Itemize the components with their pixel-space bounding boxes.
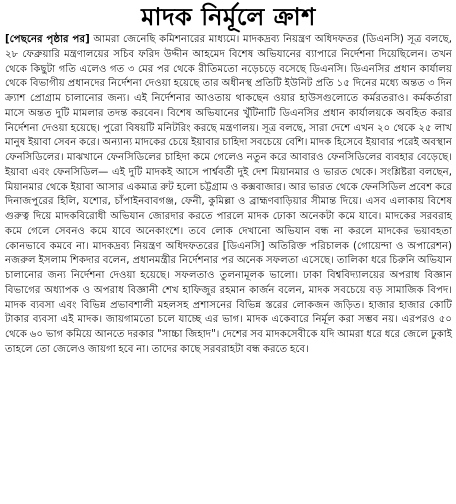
article-body [5,33,452,358]
article-text: আমরা জেনেছি কমিশনারের মাধ্যমে। মাদকদ্রব্য নিয়ন্ত্রণ অধিদফতর (ডিএনসি) সূত্র বলছে, ২৮ ফেব্রুয়ারি মন্ত্রণালয়ের সচিব ফরিদ উদ্দীন আহমেদ বিশেষ অভিযানের ব্যাপারে নির্দেশনা দিয়েছিলেন। তখন থেকে কিছুটা গতি এলেও গত ৩ মের পর থেকে রীতিমতো নড়েচড়ে বসেছে ডিএনসি। ডিএনসির প্রধান কার্যালয় থেকে বিভাগীয় প্রধানদের নির্দেশনা দেওয়া হয়েছে তার অধীনস্থ প্রতিটি ইউনিট প্রতি ১৫ দিনের মধ্যে অন্তত ৩ দিন ক্র্যাশ প্রোগ্রাম চালানোর জন্য। এই নির্দেশনার আওতায় থাকছেন ওয়ার হাউসগুলোতে কর্মরতরাও। কর্মকর্তারা মাসে অন্তত দুটি মামলার তদন্ত করবেন। বিশেষ অভিযানের খুঁটিনাটি ডিএনসির প্রধান কার্যালয়কে অবহিত করার নির্দেশনা দেওয়া হয়েছে। পুরো বিষয়টি মনিটরিং করছে মন্ত্রণালয়। সূত্র বলছে, সারা দেশে এখন ২০ থেকে ২৫ লাখ মানুষ ইয়াবা সেবন করে। অন্যান্য মাদকের চেয়ে ইয়াবার চাহিদা সবচেয়ে বেশি। মাদক হিসেবে ইয়াবার পরেই অবস্থান ফেনসিডিলের। মাঝখানে ফেনসিডিলের চাহিদা কমে গেলেও নতুন করে আবারও ফেনসিডিলের ব্যবহার বেড়েছে। ইয়াবা এবং ফেনসিডিল— এই দুটি মাদকই আসে পার্শ্ববর্তী দুই দেশ মিয়ানমার ও ভারত থেকে। সংশ্লিষ্টরা বলছেন, মিয়ানমার থেকে ইয়াবা আসার একমাত্র রুট হলো চট্টগ্রাম ও কক্সবাজার। আর ভারত থেকে ফেনসিডিল প্রবেশ করে দিনাজপুরের হিলি, যশোর, চাঁপাইনবাবগঞ্জ, ফেনী, কুমিল্লা ও ব্রাহ্মণবাড়িয়ার সীমান্ত দিয়ে। এসব এলাকায় বিশেষ গুরুত্ব দিয়ে মাদকবিরোধী অভিযান জোরদার করতে পারলে মাদক ঢোকা অনেকটা কমে যাবে। মাদকের সরবরাহ কমে গেলে সেবনও কমে যাবে অনেকাংশে। তবে লোক দেখানো অভিযান বন্ধ না করলে মাদকের ভয়াবহতা কোনভাবে কমবে না। মাদকদ্রব্য নিয়ন্ত্রণ অধিদফতরের [ডিএনসি] অতিরিক্ত পরিচালক (গোয়েন্দা ও অপারেশন) নজরুল ইসলাম শিকদার বলেন, প্রধানমন্ত্রীর নির্দেশনার পর অনেক সফলতা এসেছে। তালিকা ধরে চিরুনি অভিযান চালানোর জন্য নির্দেশনা দেওয়া হয়েছে। সফলতাও তুলনামূলক ভালো। ঢাকা বিশ্ববিদ্যালয়ের অপরাধ বিজ্ঞান বিভাগের অধ্যাপক ও অপরাধ বিজ্ঞানী শেখ হাফিজুর রহমান কার্জন বলেন, মাদক সবচেয়ে বড় সামাজিক বিপদ। মাদক ব্যবসা এবং বিভিন্ন প্রভাবশালী মহলসহ প্রশাসনের বিভিন্ন স্তরের লোকজন জড়িত। হাজার হাজার কোটি টাকার ব্যবসা এই মাদক। জায়গামতো চলে যাচ্ছে এর ভাগ। মাদক একেবারে নির্মূল করা সম্ভব নয়। এরপরও ৫০ থেকে ৬০ ভাগ কমিয়ে আনতে দরকার "সাচ্চা জিহাদ"। দেশের সব মাদকসেবীকে যদি আমরা ধরে ধরে জেলে ঢুকাই তাহলে তো জেলেও জায়গা হবে না। তাদের কাছে সরবরাহটা বন্ধ করতে হবে। [5,34,452,355]
headline: মাদক নির্মূলে ক্রাশ [141,3,316,31]
continuation-label: [পেছনের পৃষ্ঠার পর] [5,34,90,45]
